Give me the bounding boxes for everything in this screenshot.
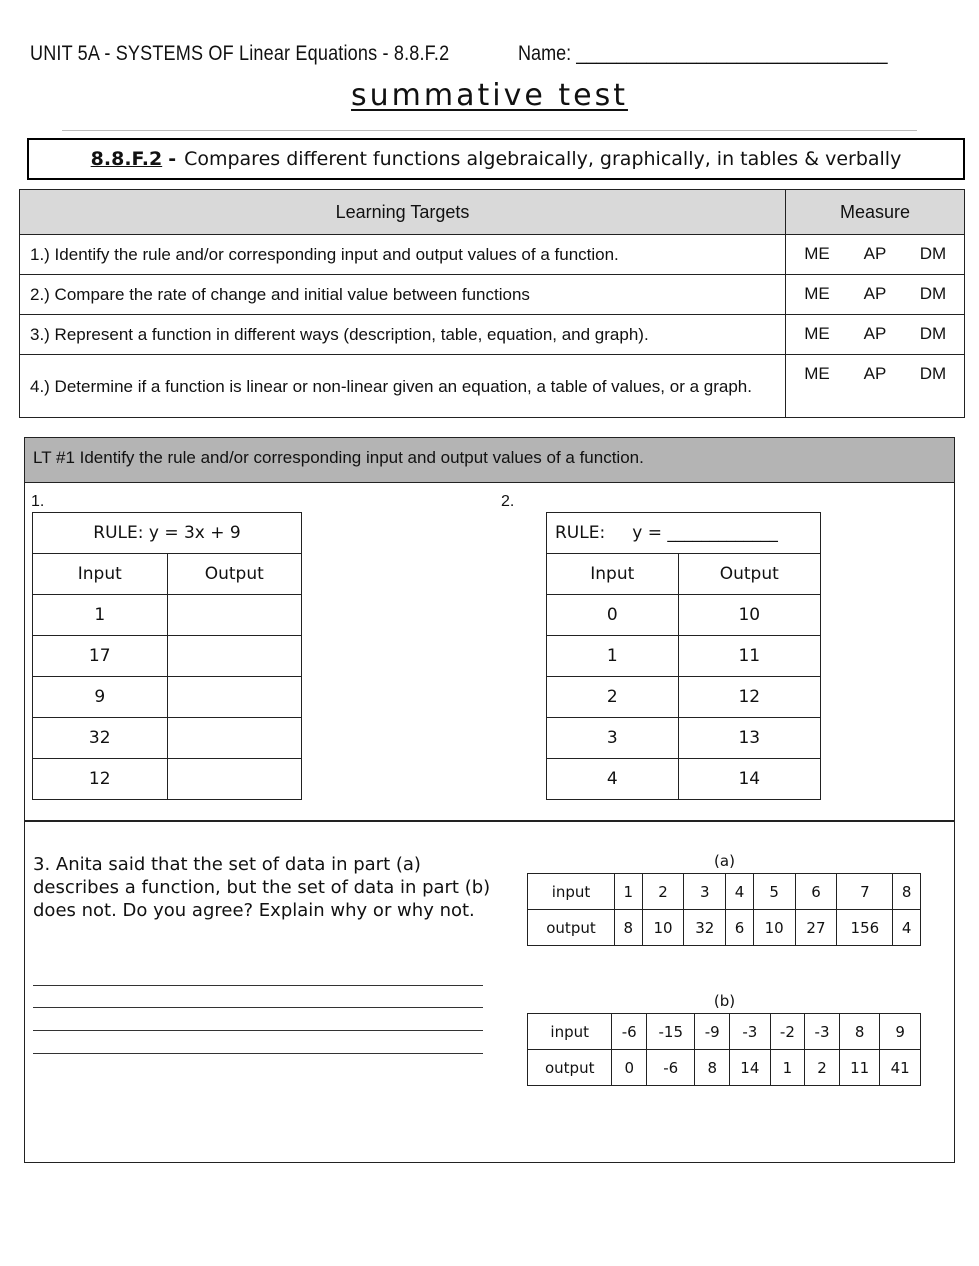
q3b-input-cell: -3 — [730, 1014, 771, 1050]
q3b-input-cell: 8 — [839, 1014, 880, 1050]
answer-line[interactable] — [33, 1053, 483, 1054]
q3a-output-cell: 10 — [753, 910, 795, 946]
standard-separator: - — [168, 148, 177, 170]
measure-options[interactable]: ME AP DM — [786, 315, 965, 355]
q3-part-a-label: (a) — [714, 852, 735, 870]
target-text: 4.) Determine if a function is linear or non-linear given an equation, a table of values, or a graph. — [20, 355, 786, 418]
table-row — [33, 677, 302, 718]
q1-output-blank[interactable] — [167, 636, 302, 677]
table-row — [33, 759, 302, 800]
q1-output-blank[interactable] — [167, 718, 302, 759]
q3a-input-cell: 6 — [795, 874, 837, 910]
q3-table-b — [527, 1013, 921, 1086]
table-row — [547, 718, 821, 759]
row-label-input: input — [528, 1014, 612, 1050]
q3a-input-cell: 1 — [615, 874, 643, 910]
q3a-input-cell: 2 — [642, 874, 684, 910]
q3a-output-cell: 8 — [615, 910, 643, 946]
unit-title: UNIT 5A - SYSTEMS OF Linear Equations - 8.8.F.2 — [30, 42, 450, 65]
lt1-heading: LT #1 Identify the rule and/or corresponding input and output values of a function. — [24, 437, 955, 483]
q3b-output-cell: 8 — [695, 1050, 730, 1086]
q1-output-blank[interactable] — [167, 677, 302, 718]
q1-rule: RULE: y = 3x + 9 — [33, 513, 302, 554]
q2-input: 0 — [547, 595, 679, 636]
q3b-input-cell: 9 — [880, 1014, 921, 1050]
target-text: 3.) Represent a function in different ways (description, table, equation, and graph). — [20, 315, 786, 355]
q3b-input-cell: -3 — [805, 1014, 840, 1050]
q1-col-output: Output — [167, 554, 302, 595]
answer-line[interactable] — [33, 1007, 483, 1008]
q1-table — [32, 512, 302, 800]
table-row — [20, 355, 965, 418]
q2-output: 13 — [678, 718, 820, 759]
q3b-output-cell: 2 — [805, 1050, 840, 1086]
q1-output-blank[interactable] — [167, 595, 302, 636]
q3b-output-cell: 11 — [839, 1050, 880, 1086]
standard-code: 8.8.F.2 — [90, 148, 163, 170]
q3b-input-cell: -9 — [695, 1014, 730, 1050]
measure-options[interactable]: ME AP DM — [786, 275, 965, 315]
q3a-output-cell: 156 — [837, 910, 893, 946]
q1-input: 17 — [33, 636, 168, 677]
col-learning-targets: Learning Targets — [20, 190, 786, 235]
q2-col-output: Output — [678, 554, 820, 595]
name-field[interactable]: Name: _______________________________ — [518, 42, 888, 65]
table-row — [20, 235, 965, 275]
q2-input: 1 — [547, 636, 679, 677]
q3b-output-cell: -6 — [647, 1050, 695, 1086]
q3b-input-cell: -6 — [612, 1014, 647, 1050]
q1-output-blank[interactable] — [167, 759, 302, 800]
table-row — [20, 275, 965, 315]
q3a-input-cell: 4 — [726, 874, 754, 910]
measure-options[interactable]: ME AP DM — [786, 235, 965, 275]
q3b-output-cell: 14 — [730, 1050, 771, 1086]
q3a-input-cell: 7 — [837, 874, 893, 910]
q1-input: 12 — [33, 759, 168, 800]
table-row — [547, 677, 821, 718]
q3a-input-cell: 5 — [753, 874, 795, 910]
question-1-number: 1. — [31, 493, 45, 510]
table-row — [547, 636, 821, 677]
q3b-output-cell: 0 — [612, 1050, 647, 1086]
table-row — [33, 718, 302, 759]
target-text: 1.) Identify the rule and/or corresponding input and output values of a function. — [20, 235, 786, 275]
q2-output: 12 — [678, 677, 820, 718]
question-3-text: 3. Anita said that the set of data in part (a) describes a function, but the set of data in part (b) does not. Do you agree? Explain why or why not. — [33, 854, 491, 921]
q3a-output-cell: 6 — [726, 910, 754, 946]
header-divider — [62, 130, 917, 131]
q2-table — [546, 512, 821, 800]
q3-part-b-label: (b) — [713, 992, 736, 1010]
q1-input: 32 — [33, 718, 168, 759]
q2-output: 14 — [678, 759, 820, 800]
q2-col-input: Input — [547, 554, 679, 595]
answer-line[interactable] — [33, 985, 483, 986]
q1-col-input: Input — [33, 554, 168, 595]
target-text: 2.) Compare the rate of change and initial value between functions — [20, 275, 786, 315]
table-row — [33, 595, 302, 636]
q3b-input-cell: -15 — [647, 1014, 695, 1050]
page-title: summative test — [351, 78, 628, 113]
q3a-output-cell: 32 — [684, 910, 726, 946]
q2-input: 2 — [547, 677, 679, 718]
q3-table-a — [527, 873, 921, 946]
q2-output: 11 — [678, 636, 820, 677]
section-divider — [24, 820, 955, 822]
q3a-output-cell: 4 — [893, 910, 921, 946]
table-row — [547, 595, 821, 636]
standard-box — [27, 138, 965, 180]
answer-line[interactable] — [33, 1030, 483, 1031]
q2-input: 3 — [547, 718, 679, 759]
table-row — [547, 759, 821, 800]
q1-input: 1 — [33, 595, 168, 636]
table-row — [33, 636, 302, 677]
col-measure: Measure — [786, 190, 965, 235]
q2-output: 10 — [678, 595, 820, 636]
row-label-output: output — [528, 910, 615, 946]
table-row — [20, 315, 965, 355]
question-2-number: 2. — [501, 493, 515, 510]
q3a-output-cell: 27 — [795, 910, 837, 946]
row-label-input: input — [528, 874, 615, 910]
q3b-output-cell: 41 — [880, 1050, 921, 1086]
q2-input: 4 — [547, 759, 679, 800]
standard-description: Compares different functions algebraically, graphically, in tables & verbally — [184, 148, 902, 170]
q3a-input-cell: 3 — [684, 874, 726, 910]
learning-targets-table — [19, 189, 965, 418]
row-label-output: output — [528, 1050, 612, 1086]
q3a-input-cell: 8 — [893, 874, 921, 910]
q3b-input-cell: -2 — [770, 1014, 805, 1050]
q2-rule[interactable]: RULE: y = _____________ — [547, 513, 821, 554]
q3b-output-cell: 1 — [770, 1050, 805, 1086]
q1-input: 9 — [33, 677, 168, 718]
q3a-output-cell: 10 — [642, 910, 684, 946]
measure-options[interactable]: ME AP DM — [786, 355, 965, 418]
